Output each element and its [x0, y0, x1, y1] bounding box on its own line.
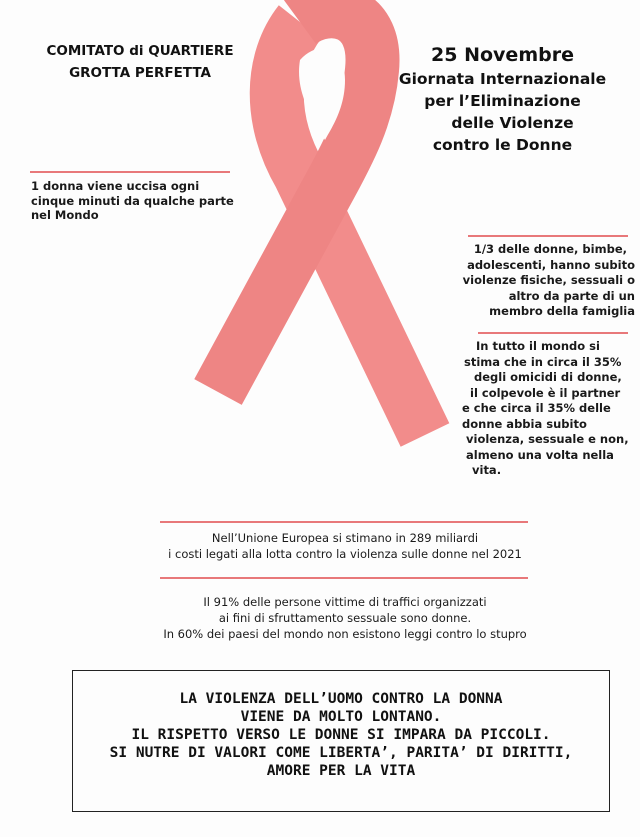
fact-line: degli omicidi di donne,: [474, 370, 622, 384]
fact-women-killed: [31, 179, 234, 223]
message-line: AMORE PER LA VITA: [266, 763, 416, 779]
event-line: contro le Donne: [432, 136, 573, 154]
closing-message-box: [72, 670, 610, 812]
fact-line: stima che in circa il 35%: [464, 354, 622, 369]
committee-line2: GROTTA PERFETTA: [69, 65, 211, 81]
fact-family-violence: [455, 242, 635, 320]
fact-line: violenza, sessuale e non,: [466, 432, 629, 446]
fact-line: 1 donna viene uccisa ogni: [31, 179, 200, 193]
message-line: LA VIOLENZA DELL’UOMO CONTRO LA DONNA: [179, 691, 503, 707]
committee-line1: COMITATO di QUARTIERE: [46, 43, 234, 59]
message-line: SI NUTRE DI VALORI COME LIBERTA’, PARITA’ DI DIRITTI,: [109, 745, 573, 761]
fact-line: il colpevole è il partner: [470, 385, 621, 400]
fact-line: membro della famiglia: [489, 304, 635, 318]
event-line: Giornata Internazionale: [398, 70, 607, 88]
fact-line: e che circa il 35% delle: [462, 401, 611, 415]
fact-line: i costi legati alla lotta contro la violenza sulle donne nel 2021: [168, 547, 522, 561]
fact-line: violenze fisiche, sessuali o: [462, 273, 635, 287]
event-line: delle Violenze: [451, 114, 574, 132]
divider: [478, 332, 628, 334]
committee-name: [30, 40, 250, 84]
fact-line: adolescenti, hanno subito: [467, 257, 635, 272]
fact-line: In tutto il mondo si: [476, 339, 600, 353]
event-line: per l’Eliminazione: [424, 92, 581, 110]
fact-trafficking: [100, 594, 590, 642]
fact-line: vita.: [472, 463, 502, 477]
divider: [160, 521, 528, 523]
event-date: 25 Novembre: [431, 44, 574, 66]
divider: [160, 577, 528, 579]
fact-line: cinque minuti da qualche parte: [31, 193, 234, 208]
fact-line: In 60% dei paesi del mondo non esistono leggi contro lo stupro: [163, 627, 527, 641]
fact-partner-homicide: [462, 339, 632, 479]
fact-line: nel Mondo: [31, 208, 99, 222]
message-line: IL RISPETTO VERSO LE DONNE SI IMPARA DA PICCOLI.: [131, 727, 551, 743]
fact-line: Nell’Unione Europea si stimano in 289 miliardi: [211, 531, 479, 545]
fact-line: Il 91% delle persone vittime di traffici organizzati: [203, 595, 487, 609]
message-line: VIENE DA MOLTO LONTANO.: [240, 709, 442, 725]
divider: [468, 235, 628, 237]
fact-line: ai fini di sfruttamento sessuale sono donne.: [218, 611, 472, 625]
divider: [30, 171, 230, 173]
fact-eu-costs: [100, 530, 590, 562]
fact-line: almeno una volta nella: [466, 447, 614, 462]
fact-line: donne abbia subito: [462, 416, 587, 431]
fact-line: 1/3 delle donne, bimbe,: [473, 242, 627, 256]
event-title: [380, 42, 625, 156]
fact-line: altro da parte di un: [508, 288, 635, 303]
